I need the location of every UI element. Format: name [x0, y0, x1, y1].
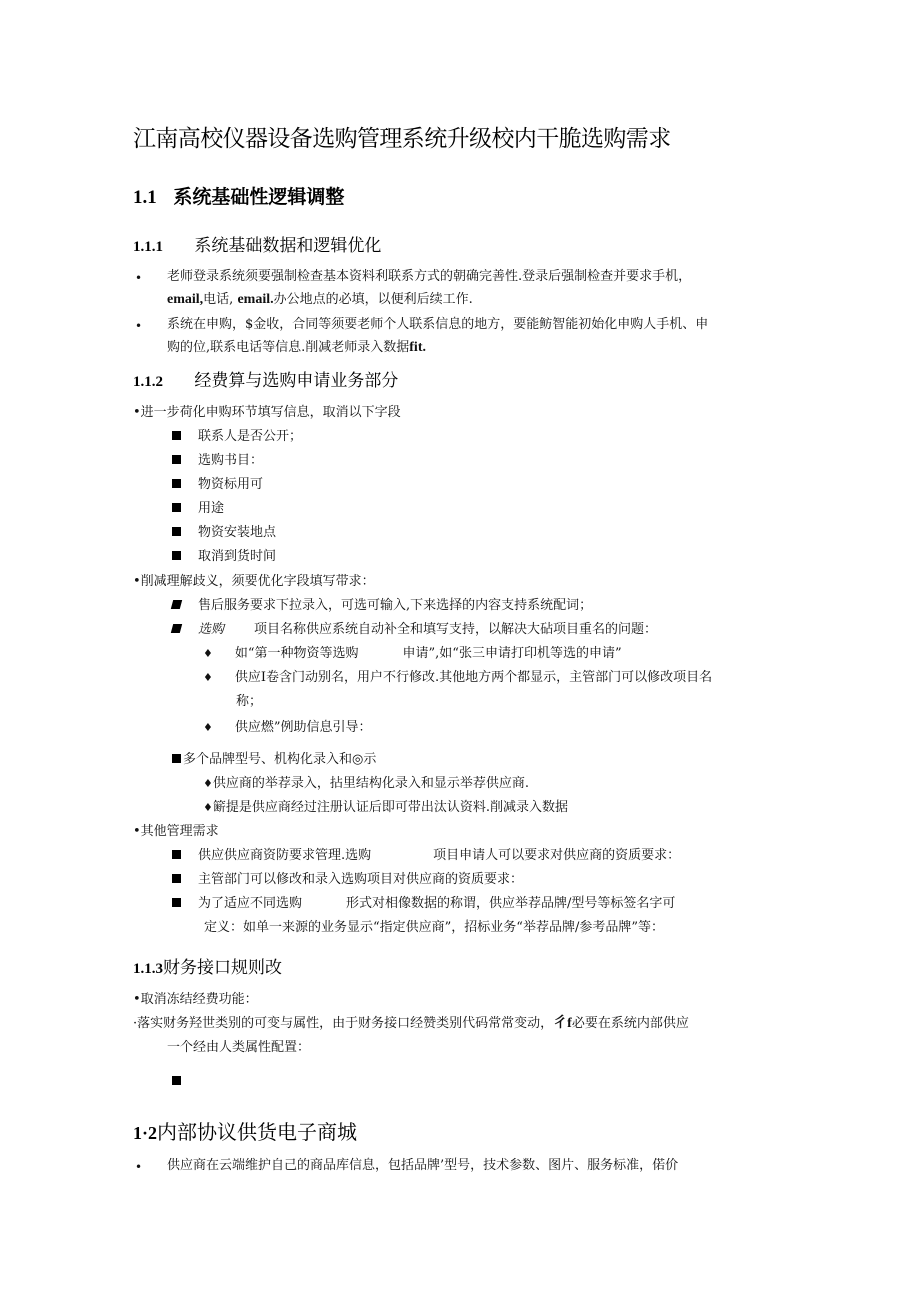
- bullet-text: 系统在申购，$金收，合同等须要老师个人联系信息的地方，要能鲂智能初始化申购人手机、申: [167, 317, 709, 332]
- empty-list-item: [172, 1074, 181, 1090]
- square-bullet-icon: [172, 479, 181, 488]
- diamond-bullet-icon: ♦: [203, 801, 213, 814]
- paragraph: •取消冻结经费功能：: [133, 992, 258, 1007]
- square-bullet-icon: [172, 1076, 181, 1085]
- bullet-dot: •: [135, 319, 143, 333]
- diamond-bullet-icon: ♦: [203, 777, 213, 790]
- section-1-1-1-heading: [133, 231, 381, 256]
- section-title: 系统基础数据和逻辑优化: [194, 236, 382, 256]
- sub-list-item: ♦ 如“第一种物资等选购 申请”,如“张三申请打印机等选的申请”: [203, 646, 622, 661]
- group-label: •削减理解歧义，须要优化字段填写带求：: [133, 574, 375, 589]
- list-item: 物资安装地点: [172, 525, 276, 541]
- diamond-bullet-icon: ♦: [203, 721, 213, 734]
- square-bullet-icon: [172, 503, 181, 512]
- group-label: •其他管理需求: [133, 824, 219, 839]
- diamond-bullet-icon: ♦: [203, 671, 213, 684]
- sub-list-item: ♦簖提是供应商经过注册认证后即可带出汰认资料.削减录入数据: [203, 800, 569, 815]
- bullet-dot: •: [135, 1160, 143, 1174]
- section-1-1-3-heading: [133, 953, 282, 978]
- square-bullet-icon: [171, 600, 182, 609]
- section-title: 经费算与选购申请业务部分: [194, 371, 399, 391]
- sub-list-item: ♦ 供应I卷含门动别名，用户不行修改.其他地方两个都显示，主管部门可以修改项目名: [203, 670, 713, 685]
- section-1-1-2-heading: [133, 366, 398, 391]
- list-item: 为了适应不同选购 形式对相像数据的称谓，供应举荐品牌/型号等标签名字可: [172, 896, 675, 912]
- square-bullet-icon: [172, 850, 181, 859]
- sub-list-item-continued: 称；: [236, 694, 263, 709]
- section-title: 财务接口规则改: [163, 958, 282, 978]
- square-bullet-icon: [172, 455, 181, 464]
- list-item: 主管部门可以修改和录入选购项目对供应商的资质要求：: [172, 872, 523, 888]
- diamond-bullet-icon: ♦: [203, 647, 213, 660]
- square-bullet-icon: [172, 898, 181, 907]
- group-label: •进一步荷化申购环节填写信息，取消以下字段: [133, 405, 401, 420]
- sub-list-item: ♦ 供应燃”例助信息引导：: [203, 720, 372, 735]
- square-bullet-icon: [172, 551, 181, 560]
- paragraph-continued: 一个经由人类属性配置：: [167, 1040, 311, 1055]
- section-1-1-heading: [133, 182, 344, 209]
- list-item: 用途: [172, 501, 224, 517]
- square-bullet-icon: [171, 624, 182, 633]
- list-item: 取消到货时间: [172, 549, 276, 565]
- square-bullet-icon: [172, 754, 181, 763]
- bullet-dot: •: [135, 271, 143, 285]
- square-bullet-icon: [172, 527, 181, 536]
- list-item-continued: 定义：如单一来源的业务显示“指定供应商”，招标业务“举荐品牌/参考品牌”等：: [204, 920, 664, 935]
- bullet-text: 老师登录系统须要强制检查基本资料利联系方式的朝确完善性.登录后强制检查并要求手机，: [167, 269, 692, 284]
- bullet-text-continued: 购的位,联系电话等信息.削减老师录入数据fit.: [167, 340, 426, 355]
- section-number: 1.1: [133, 187, 157, 208]
- section-1-2-heading: [133, 1116, 357, 1145]
- list-item: 联系人是否公开；: [172, 429, 302, 445]
- section-number: 1·2: [133, 1123, 158, 1143]
- paragraph: ·落实财务羟世类别的可变与属性，由于财务接口经赞类别代码常常变动，彳f必要在系统内部供应: [133, 1016, 689, 1031]
- list-item: 选购 项目名称供应系统自动补全和填写支持，以解决大砧项目重名的问题：: [172, 622, 657, 638]
- list-item: 物资标用可: [172, 477, 263, 493]
- list-item: 多个品牌型号、机构化录入和◎示: [172, 752, 376, 768]
- square-bullet-icon: [172, 431, 181, 440]
- bullet-text: 供应商在云端维护自己的商品库信息，包括品牌’型号，技术参数、图片、服务标准，偌价: [167, 1158, 679, 1173]
- bullet-text-continued: email,电话, email.办公地点的必填，以便利后续工作.: [167, 292, 473, 307]
- list-item: 售后服务要求下拉录入，可选可输入,下来选择的内容支持系统配词；: [172, 598, 592, 614]
- section-title: 内部协议供货电子商城: [157, 1120, 358, 1144]
- square-bullet-icon: [172, 874, 181, 883]
- page-title: 江南高校仪器设备选购管理系统升级校内干脆选购需求: [133, 126, 671, 152]
- section-number: 1.1.3: [133, 961, 163, 977]
- section-number: 1.1.2: [133, 374, 163, 390]
- sub-list-item: ♦供应商的举荐录入，拈里结构化录入和显示举荐供应商.: [203, 776, 530, 791]
- list-item: 选购书目：: [172, 453, 263, 469]
- section-number: 1.1.1: [133, 239, 163, 255]
- list-item: 供应供应商资防要求管理.选购 项目申请人可以要求对供应商的资质要求：: [172, 848, 680, 864]
- section-title: 系统基础性逻辑调整: [173, 186, 345, 208]
